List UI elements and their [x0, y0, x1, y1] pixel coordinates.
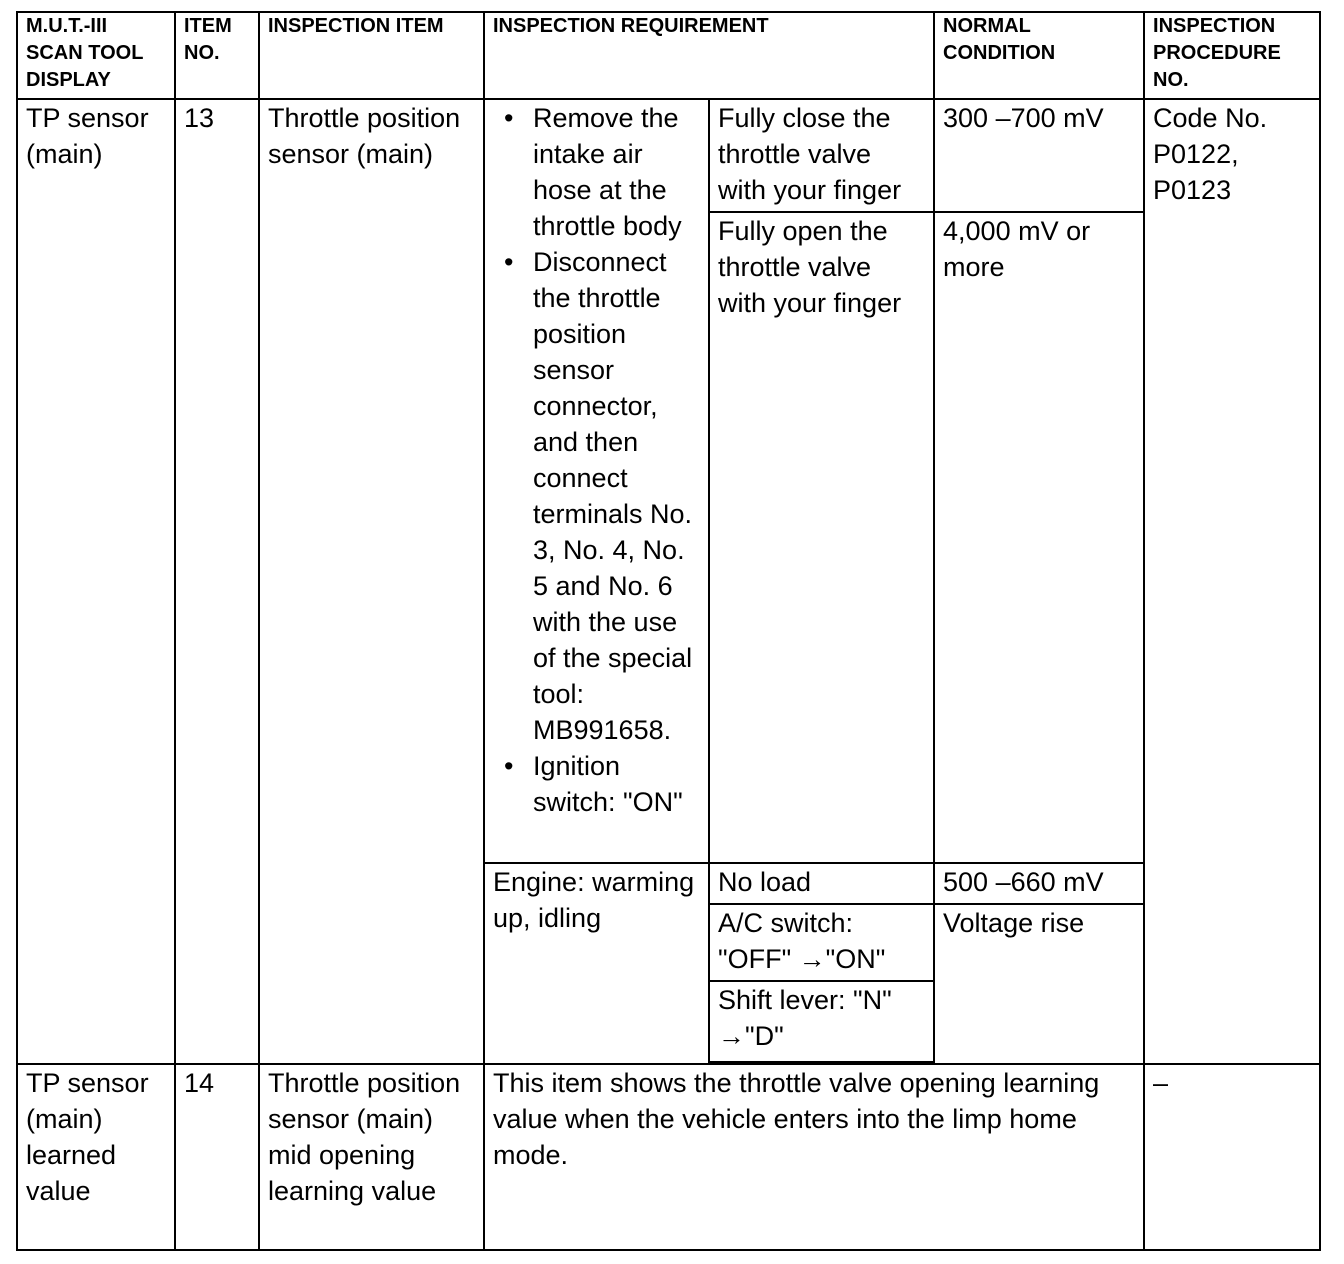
condition-text: Disconnect the throttle position sensor connector, and then connect terminals No. 3, No. 4, No. 5 and No. 6 with the use of the special tool: MB991658. — [533, 247, 693, 745]
condition-text: Ignition switch: "ON" — [533, 751, 683, 817]
header-display: M.U.T.-III SCAN TOOL DISPLAY — [17, 12, 175, 99]
engine-condition-cell: Engine: warming up, idling — [484, 863, 709, 1064]
table-row — [17, 1064, 1320, 1250]
sub-requirement-cell: No load — [709, 863, 934, 904]
inspection-table — [16, 11, 1321, 1251]
condition-list-cell — [484, 99, 709, 863]
header-inspection-requirement: INSPECTION REQUIREMENT — [484, 12, 934, 99]
header-procedure-no: INSPECTION PROCEDURE NO. — [1144, 12, 1320, 99]
header-item-no: ITEM NO. — [175, 12, 259, 99]
table-row — [17, 99, 1320, 212]
list-item — [504, 100, 700, 244]
item-no-cell-13: 13 — [175, 99, 259, 1064]
normal-condition-cell: 4,000 mV or more — [934, 212, 1144, 863]
condition-text: Remove the intake air hose at the throttle body — [533, 103, 682, 241]
inspection-item-cell-14: Throttle position sensor (main) mid opening learning value — [259, 1064, 484, 1250]
list-item — [504, 748, 700, 820]
display-cell-14: TP sensor (main) learned value — [17, 1064, 175, 1250]
header-row — [17, 12, 1320, 99]
list-item — [504, 244, 700, 748]
sub-requirement-cell: Fully close the throttle valve with your finger — [709, 99, 934, 212]
bullet-icon: • — [504, 247, 514, 277]
procedure-cell-13: Code No. P0122, P0123 — [1144, 99, 1320, 1064]
inspection-item-cell-13: Throttle position sensor (main) — [259, 99, 484, 1064]
sub-requirement-cell: A/C switch: "OFF" →"ON" — [709, 904, 934, 981]
sub-requirement-cell: Shift lever: "N" →"D" — [709, 981, 934, 1062]
condition-list — [493, 100, 700, 820]
item-no-cell-14: 14 — [175, 1064, 259, 1250]
sub-requirement-cell: Fully open the throttle valve with your finger — [709, 212, 934, 863]
bullet-icon: • — [504, 751, 514, 781]
normal-condition-cell: 300 –700 mV — [934, 99, 1144, 212]
normal-condition-cell: 500 –660 mV — [934, 863, 1144, 904]
normal-condition-cell: Voltage rise — [934, 904, 1144, 1064]
requirement-cell-14: This item shows the throttle valve opening learning value when the vehicle enters into the limp home mode. — [484, 1064, 1144, 1250]
header-inspection-item: INSPECTION ITEM — [259, 12, 484, 99]
header-normal-condition: NORMAL CONDITION — [934, 12, 1144, 99]
bullet-icon: • — [504, 103, 514, 133]
procedure-cell-14: – — [1144, 1064, 1320, 1250]
display-cell-13: TP sensor (main) — [17, 99, 175, 1064]
